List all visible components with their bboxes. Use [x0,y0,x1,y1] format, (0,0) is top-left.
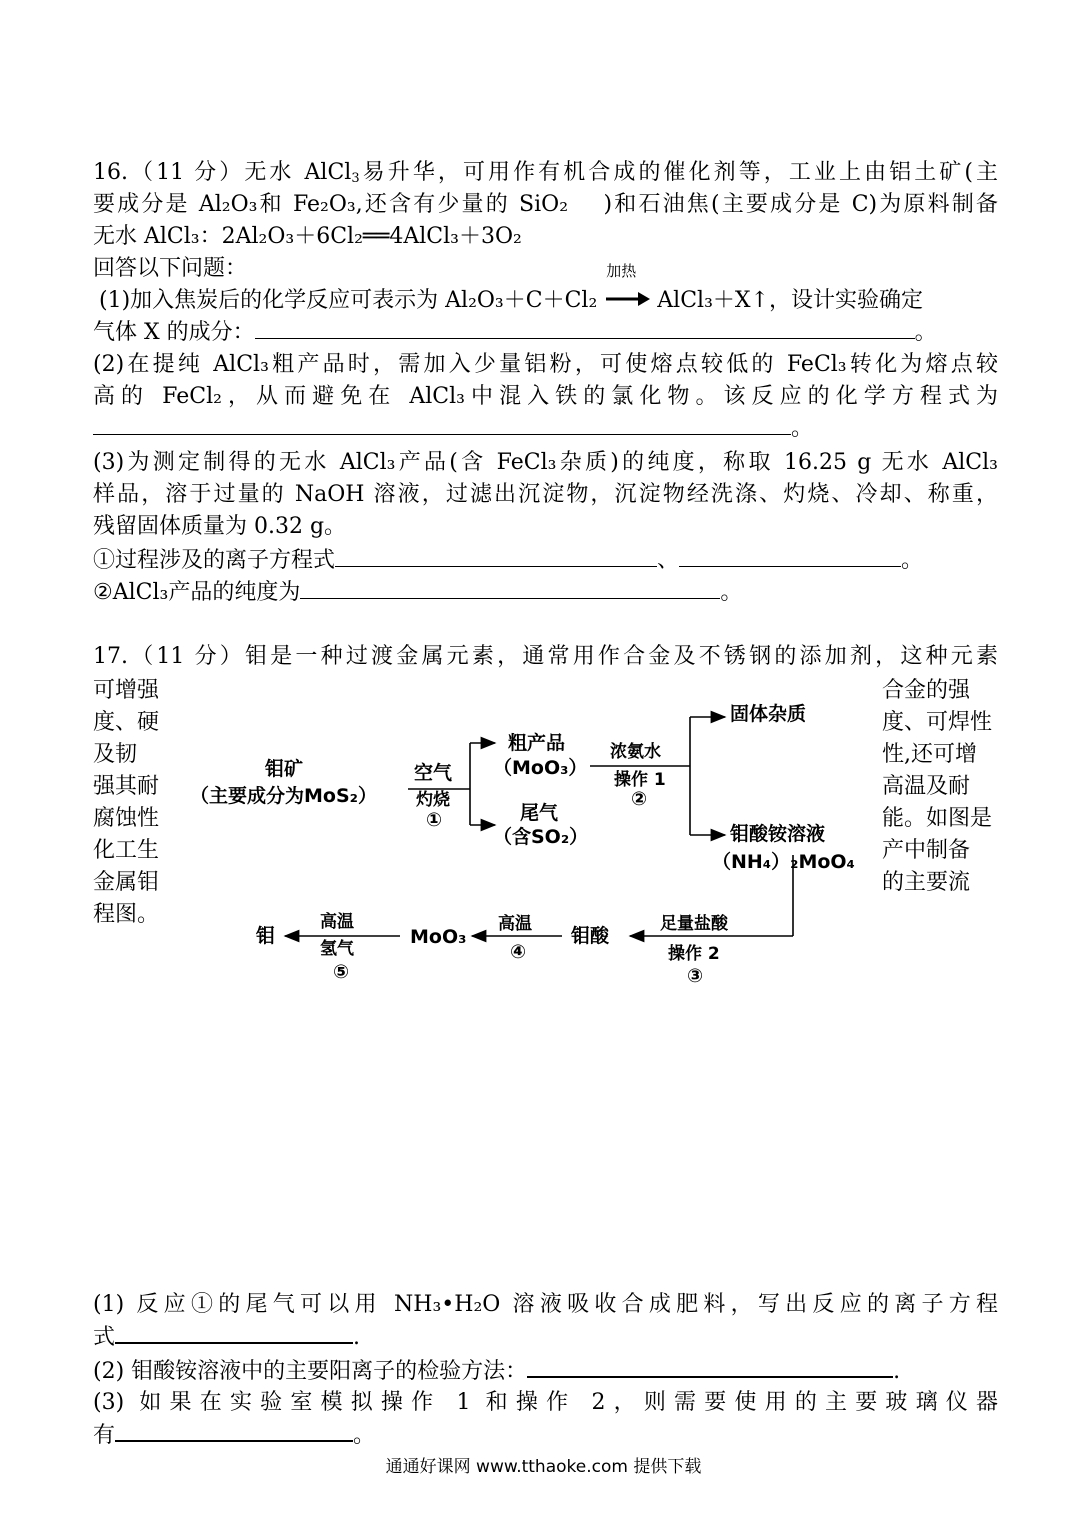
q16-part1-answer [93,318,998,348]
moo3-label: MoO₃ [410,926,467,948]
heating-arrow [604,262,650,306]
q16-part3-a: (3)为测定制得的无水 AlCl₃产品(含 FeCl₃杂质)的纯度，称取 16.25 g 无水 AlCl₃ [93,450,998,475]
right-col-line: 产中制备 [882,838,971,863]
solid-impurity-label: 固体杂质 [730,703,807,725]
right-col-line: 高温及耐 [882,774,971,799]
q16-part2-blank[interactable] [93,414,791,435]
molybdenum-product-label: 钼 [256,925,276,947]
ionic-eq-blank-2[interactable] [679,546,901,567]
period: 。 [353,1423,376,1448]
tail-gas-label: 尾气 [520,802,559,824]
air-label: 空气 [414,762,453,784]
ammonia-label: 浓氨水 [610,742,661,762]
q16-part1-text-b: AlCl₃＋X↑，设计实验确定 [657,288,923,313]
q17-intro: 17.（11 分）钼是一种过渡金属元素，通常用作合金及不锈钢的添加剂，这种元素 [93,644,998,669]
crude-product-label: 粗产品 [508,732,566,754]
right-col-line: 的主要流 [882,870,971,895]
right-col-line: 性,还可增 [882,742,977,767]
q16-intro [93,158,998,188]
left-col-line: 强其耐 [93,774,160,799]
q16-part2-b: 高的 FeCl₂，从而避免在 AlCl₃中混入铁的氯化物。该反应的化学方程式为 [93,384,998,409]
left-col-line: 度、硬 [93,710,160,735]
tail-gas-composition: （含SO₂） [493,826,589,848]
q16-part3-b: 样品，溶于过量的 NaOH 溶液，过滤出沉淀物，沉淀物经洗涤、灼烧、冷却、称重， [93,482,998,507]
q17-part2-label: (2) 钼酸铵溶液中的主要阳离子的检验方法： [93,1359,528,1384]
operation-2-label: 操作 2 [668,944,720,964]
dot: . [353,1325,361,1350]
separator: 、 [657,548,680,573]
period: 。 [720,580,743,605]
q16-part3-purity-label: ②AlCl₃产品的纯度为 [93,580,301,605]
left-col-line: 程图。 [93,902,160,927]
right-col-line: 度、可焊性 [882,710,993,735]
q17-right-column [882,675,992,899]
period: 。 [901,548,924,573]
q16-intro-sub: 3 [351,171,360,186]
step-4-marker: ④ [510,941,527,963]
ionic-eq-blank-1[interactable] [335,546,657,567]
operation-1-label: 操作 1 [614,770,666,790]
step-1-marker: ① [426,809,443,831]
q16-part1-text: (1)加入焦炭后的化学反应可表示为 Al₂O₃＋C＋Cl₂ [99,288,598,313]
molybdenum-process-flowchart [190,695,870,995]
ore-composition: （主要成分为MoS₂） [190,785,377,807]
roast-label: 灼烧 [416,790,450,810]
ore-label: 钼矿 [265,758,304,780]
q17-left-column [93,675,159,931]
q16-intro-b: 易升华，可用作有机合成的催化剂等，工业上由铝土矿(主 [359,160,998,185]
hydrogen-label: 氢气 [320,939,354,959]
high-temp-label-1: 高温 [498,914,532,934]
footer-source: 通通好课网 www.tthaoke.com 提供下载 [385,1457,702,1477]
dot: . [893,1359,901,1384]
q16-part3-c: 残留固体质量为 0.32 g。 [93,514,347,539]
q16-line2: 要成分是 Al₂O₃和 Fe₂O₃,还含有少量的 SiO₂ )和石油焦(主要成分是 C)为原料制备 [93,192,998,217]
q16-intro-a: 16.（11 分）无水 AlCl [93,160,352,185]
q17-part2 [93,1356,998,1387]
q16-part2-answer [93,414,998,444]
q16-answer-prompt: 回答以下问题： [93,256,248,281]
left-col-line: 可增强 [93,678,160,703]
step-2-marker: ② [631,788,648,810]
period: 。 [914,320,937,345]
q16-part1-blank[interactable] [255,318,915,339]
q16-part3-purity [93,578,998,608]
left-col-line: 及韧 [93,742,138,767]
q17-part3-a: (3) 如果在实验室模拟操作 1 和操作 2，则需要使用的主要玻璃仪器 [93,1390,998,1415]
q16-part3-ionic-label: ①过程涉及的离子方程式 [93,548,336,573]
q17-part1-a: (1) 反应①的尾气可以用 NH₃•H₂O 溶液吸收合成肥料，写出反应的离子方程 [93,1292,998,1317]
molybdic-acid-label: 钼酸 [571,925,610,947]
purity-blank[interactable] [300,578,720,599]
ammonium-molybdate-formula: （NH₄）₂MoO₄ [712,851,855,873]
q17-part1-label: 式 [93,1325,116,1350]
q17-part3-blank[interactable] [115,1420,353,1442]
q17-part1-blank[interactable] [115,1322,353,1344]
crude-product-formula: （MoO₃） [493,757,588,779]
left-col-line: 腐蚀性 [93,806,160,831]
right-col-line: 合金的强 [882,678,971,703]
right-col-line: 能。如图是 [882,806,993,831]
arrow-icon [604,287,650,307]
step-3-marker: ③ [687,965,704,987]
period: 。 [791,416,814,441]
heating-label: 加热 [606,262,637,280]
q17-part3-answer [93,1420,998,1451]
q16-part2-a: (2)在提纯 AlCl₃粗产品时，需加入少量铝粉，可使熔点较低的 FeCl₃转化为熔点较 [93,352,998,377]
q17-part2-blank[interactable] [527,1356,893,1378]
q16-equation: 无水 AlCl₃：2Al₂O₃＋6Cl₂══4AlCl₃＋3O₂ [93,224,522,249]
q17-part3-label: 有 [93,1423,116,1448]
left-col-line: 化工生 [93,838,160,863]
ammonium-molybdate-label: 钼酸铵溶液 [730,823,826,845]
q17-part1-answer [93,1322,998,1353]
high-temp-label-2: 高温 [320,912,354,932]
hcl-label: 足量盐酸 [660,914,728,934]
q16-part3-ionic [93,546,998,576]
left-col-line: 金属钼 [93,870,160,895]
q16-part1-label: 气体 X 的成分： [93,320,255,345]
step-5-marker: ⑤ [333,961,350,983]
